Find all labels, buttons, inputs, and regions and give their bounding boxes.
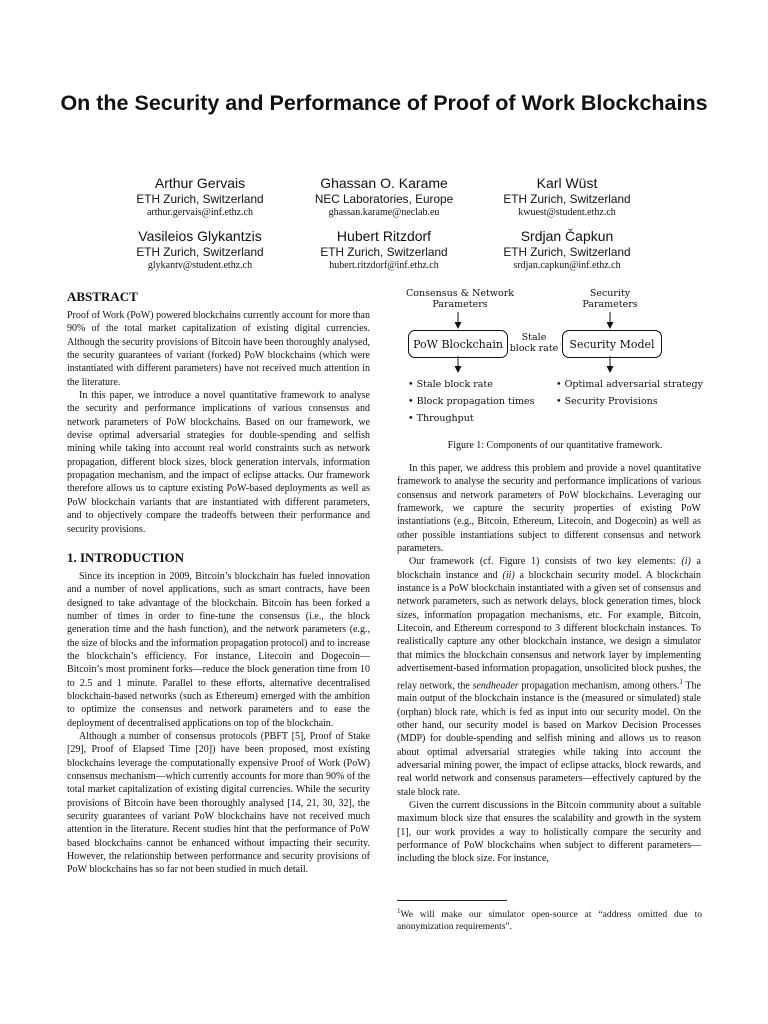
output-item: • Throughput <box>408 413 474 424</box>
stale-block-rate-label: Stale block rate <box>509 332 559 354</box>
author-email: srdjan.capkun@inf.ethz.ch <box>513 260 621 271</box>
right-output-list <box>556 376 703 410</box>
abstract-paragraph: In this paper, we introduce a novel quantitative framework to analyse the security and performance implications of various consensus and network parameters of PoW blockchains. Based on our framework, we devise optimal adversarial strategies for double-spending and selfish mining while taking into account real world constraints such as network propagation, different block sizes, block generation intervals, information propagation mechanism, and the impact of eclipse attacks. Our framework therefore allows us to capture existing PoW-based deployments as well as PoW blockchain variants that are instantiated with different parameters, and to objectively compare the tradeoffs between their performance and security provisions. <box>67 390 370 535</box>
intro-paragraph: Although a number of consensus protocols (PBFT [5], Proof of Stake [29], Proof of Elapsed Time [20]) have been proposed, most existing blockchains leverage the computationally expensive Proof of Work (PoW) consensus mechanism—which currently accounts for more than 90% of the total market capitalization of existing digital currencies. While the security provisions of Bitcoin have been thoroughly analysed [14, 21, 30, 32], the security guarantees of variant PoW blockchains have not received much attention in the literature. Recent studies hint that the performance of PoW based blockchains cannot be enhanced without impacting their security. However, the relationship between performance and security provisions of PoW blockchains has so far not been studied in much detail. <box>67 730 370 876</box>
author-affiliation: ETH Zurich, Switzerland <box>503 245 631 259</box>
author-affiliation: ETH Zurich, Switzerland <box>136 192 264 206</box>
author-block <box>452 228 682 273</box>
author-name: Srdjan Čapkun <box>520 228 614 244</box>
left-column <box>67 289 370 877</box>
footnote-ref: 1 <box>679 677 683 686</box>
author-email: arthur.gervais@inf.ethz.ch <box>146 207 254 218</box>
author-affiliation: NEC Laboratories, Europe <box>314 192 454 206</box>
output-item: • Stale block rate <box>408 379 493 390</box>
input-label-right: Security Parameters <box>582 288 638 310</box>
introduction-heading: 1. INTRODUCTION <box>67 549 185 565</box>
intro-paragraph: Since its inception in 2009, Bitcoin’s blockchain has fueled innovation and a number of novel applications, such as smart contracts, have been designed to take advantage of the blockchain. Bitcoin has been forked a number of times in order to fine-tune the consensus (i.e., the block generation time and the hash function), and the network parameters (e.g., the size of blocks and the information propagation protocol) and to increase the blockchain’s efficiency. For instance, Litecoin and Dogecoin—Bitcoin’s most prominent forks—reduce the block generation time from 10 to 2.5 and 1 minute. Parallel to these efforts, alternative decentralised blockchain-based networks (such as Ethereum) emerged with the ambition to optimize the consensus and network parameters and to ease the deployment of decentralised applications on top of the blockchain. <box>67 570 370 729</box>
author-name: Karl Wüst <box>536 175 598 191</box>
paper-title: On the Security and Performance of Proof of Work Blockchains <box>60 91 708 115</box>
author-name: Hubert Ritzdorf <box>336 228 432 244</box>
author-affiliation: ETH Zurich, Switzerland <box>320 245 448 259</box>
figure-caption: Figure 1: Components of our quantitative framework. <box>447 440 663 451</box>
output-item: • Security Provisions <box>556 396 658 407</box>
author-email: hubert.ritzdorf@inf.ethz.ch <box>329 260 439 271</box>
author-affiliation: ETH Zurich, Switzerland <box>503 192 631 206</box>
footnote <box>397 905 702 933</box>
author-email: ghassan.karame@neclab.eu <box>328 207 440 218</box>
pow-blockchain-box: PoW Blockchain <box>408 330 508 358</box>
author-name: Arthur Gervais <box>154 175 246 191</box>
body-paragraph: Our framework (cf. Figure 1) consists of two key elements: (i) a blockchain instance and (ii) a blockchain security model. A blockchain instance is a PoW blockchain instantiated with a given set of consensus and network parameters, such as network delays, block generation times, block sizes, information propagation mechanisms, etc. For example, Bitcoin, Litecoin, and Ethereum correspond to 3 different blockchain instances. To realistically capture any other blockchain instance, we design a simulator that mimics the blockchain consensus and network layer by implementing advertisement-based information propagation, unsolicited block pushes, the relay network, the sendheader propagation mechanism, among others.$^1$ The main output of the blockchain instance is the (measured or simulated) stale (orphan) block rate, which is fed as input into our security model. On the other hand, our security model is based on Markov Decision Processes (MDP) for double-spending and selfish mining and allows us to reason about optimal adversarial strategies while taking into account the adversarial mining power, the impact of eclipse attacks, block rewards, and real world network and consensus parameters—effectively captured by the stale block rate. <box>397 556 702 798</box>
footnote-divider <box>397 900 507 901</box>
author-email: kwuest@student.ethz.ch <box>518 207 616 218</box>
author-block <box>452 175 682 220</box>
abstract-heading: ABSTRACT <box>67 289 138 304</box>
footnote-mark: 1 <box>397 907 401 915</box>
abstract-paragraph: Proof of Work (PoW) powered blockchains currently account for more than 90% of the total market capitalization of existing digital currencies. Although the security provisions of Bitcoin have been thoroughly analysed, the security guarantees of variant (forked) PoW blockchains (which were instantiated with different parameters) have not received much attention in the literature. <box>67 310 370 388</box>
author-affiliation: ETH Zurich, Switzerland <box>136 245 264 259</box>
output-item: • Optimal adversarial strategy <box>556 379 703 390</box>
security-model-box: Security Model <box>562 330 662 358</box>
framework-figure <box>400 284 710 434</box>
footnote-text: We will make our simulator open-source at “address omitted due to anonymization requirements”. <box>397 910 702 933</box>
body-paragraph: Given the current discussions in the Bitcoin community about a suitable maximum block size that ensures the scalability and growth in the system [1], our work provides a way to holistically compare the security and performance of PoW blockchains when subject to different parameters—including the block size. For instance, <box>397 799 701 865</box>
author-email: glykantv@student.ethz.ch <box>147 260 253 271</box>
author-name: Vasileios Glykantzis <box>138 228 262 244</box>
output-item: • Block propagation times <box>408 396 535 407</box>
left-output-list <box>408 376 534 427</box>
right-column <box>397 462 701 866</box>
input-label-left: Consensus & Network Parameters <box>406 288 514 310</box>
body-paragraph: In this paper, we address this problem and provide a novel quantitative framework to analyse the security and performance implications of various consensus and network parameters of PoW blockchains. Leveraging our framework, we capture the security properties of existing PoW instantiations (e.g., Bitcoin, Ethereum, Litecoin, and Dogecoin) as well as other possible instantiations subject to different consensus and network parameters. <box>397 463 701 555</box>
author-name: Ghassan O. Karame <box>320 175 448 191</box>
